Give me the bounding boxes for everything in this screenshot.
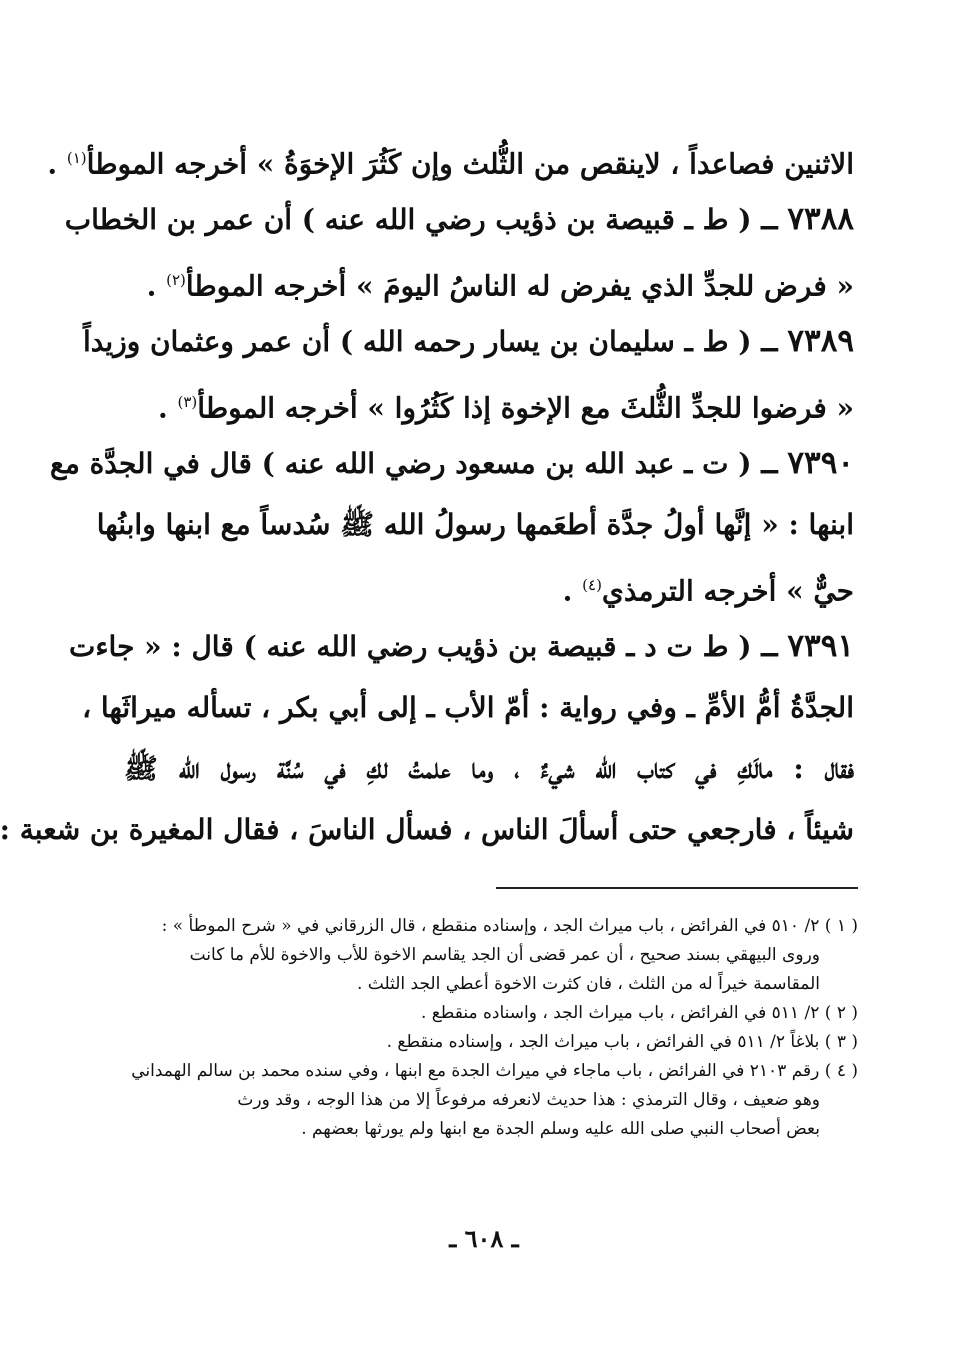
footnote-line: المقاسمة خيراً له من الثلث ، فان كثرت الاخوة أعطي الجد الثلث . (356, 974, 820, 994)
footnote-divider (496, 887, 858, 889)
text-line: « فرضوا للجدِّ الثُّلثَ مع الإخوة إذا كَثُرُوا » أخرجه الموطأ$^{(٣)}$ . (158, 391, 854, 425)
text-line: فقال : مالَكِ في كتاب الله شيءٌ ، وما علمتُ لكِ في سُنَّة رسول الله ﷺ (124, 752, 854, 785)
hadith-number: ٧٣٩٠ (787, 445, 854, 481)
hadith-heading: ٧٣٩١ ــ ( ط ت د ـ قبيصة بن ذؤيب رضي الله عنه ) قال : « جاءت (69, 628, 854, 664)
hadith-number: ٧٣٨٨ (787, 201, 854, 237)
hadith-number: ٧٣٩١ (787, 628, 854, 664)
hadith-heading: ٧٣٨٨ ــ ( ط ـ قبيصة بن ذؤيب رضي الله عنه ) أن عمر بن الخطاب (64, 201, 854, 237)
text-line: ابنها : « إنَّها أولُ جدَّة أطعَمها رسولُ الله ﷺ سُدساً مع ابنها وابنُها (96, 508, 854, 541)
footnote-line: وهو ضعيف ، وقال الترمذي : هذا حديث لانعرفه مرفوعاً إلا من هذا الوجه ، وقد ورث (237, 1090, 820, 1110)
text-line: « فرض للجدِّ الذي يفرض له الناسُ اليومَ » أخرجه الموطأ$^{(٢)}$ . (146, 269, 854, 303)
footnotes (122, 912, 858, 1144)
main-text (0, 128, 854, 860)
footnote-ref: (٢) (166, 271, 186, 289)
hadith-heading: ٧٣٨٩ ــ ( ط ـ سليمان بن يسار رحمه الله ) أن عمر وعثمان وزيداً (82, 323, 854, 359)
footnote-line: وروى البيهقي بسند صحيح ، أن عمر قضى أن الجد يقاسم الاخوة للأب والاخوة للأم ما كانت (189, 945, 820, 965)
footnote-ref: (٤) (582, 576, 602, 594)
footnote-line: ( ٢ ) ٢/ ٥١١ في الفرائض ، باب ميراث الجد ، واسناده منقطع . (420, 1003, 858, 1023)
footnote-line: بعض أصحاب النبي صلى الله عليه وسلم الجدة مع ابنها ولم يورثها بعضهم . (301, 1119, 820, 1139)
text-line: الاثنين فصاعداً ، لاينقص من الثُّلث وإن كَثُرَ الإخوَةُ » أخرجه الموطأ$^{(١)}$ . (47, 147, 854, 181)
footnote-line: ( ١ ) ٢/ ٥١٠ في الفرائض ، باب ميراث الجد ، وإسناده منقطع ، قال الزرقاني في « شرح الموطأ » : (161, 916, 858, 936)
text-line: شيئاً ، فارجعي حتى أسألَ الناس ، فسأل الناسَ ، فقال المغيرة بن شعبة : (0, 813, 854, 846)
footnote-ref: (١) (66, 149, 87, 167)
footnote-line: ( ٣ ) بلاغاً ٢/ ٥١١ في الفرائض ، باب ميراث الجد ، وإسناده منقطع . (386, 1032, 858, 1052)
text-line: حيٌّ » أخرجه الترمذي$^{(٤)}$ . (562, 574, 854, 608)
text-line: الجدَّةُ أمُّ الأمِّ ـ وفي رواية : أمّ الأب ـ إلى أبي بكر ، تسأله ميراثَها ، (82, 691, 854, 724)
hadith-heading: ٧٣٩٠ ــ ( ت ـ عبد الله بن مسعود رضي الله عنه ) قال في الجدَّة مع (49, 445, 854, 481)
page-number: ـ ٦٠٨ ـ (449, 1224, 519, 1253)
footnote-line: ( ٤ ) رقم ٢١٠٣ في الفرائض ، باب ماجاء في ميراث الجدة مع ابنها ، وفي سنده محمد بن سالم الهمداني (131, 1061, 858, 1081)
footnote-ref: (٣) (177, 393, 198, 411)
hadith-number: ٧٣٨٩ (787, 323, 854, 359)
